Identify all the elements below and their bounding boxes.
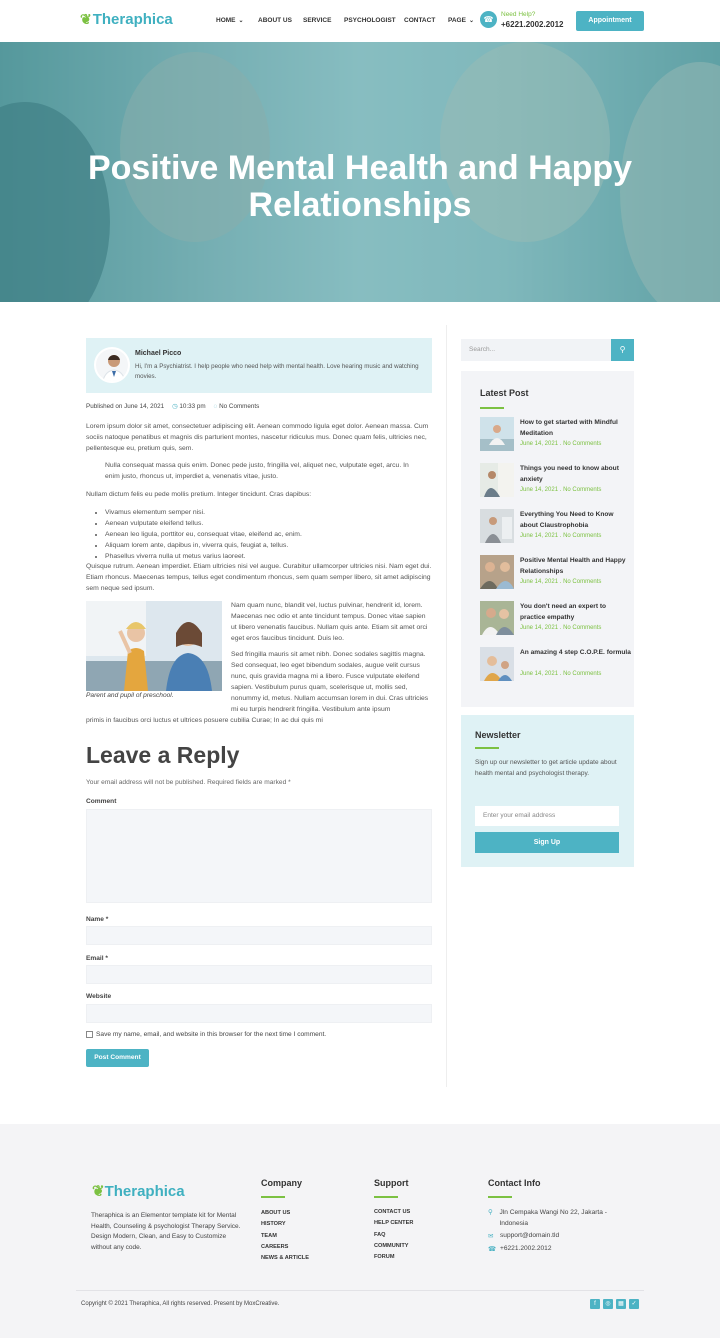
hero-title: Positive Mental Health and Happy Relationships xyxy=(87,149,633,224)
author-name[interactable]: Michael Picco xyxy=(135,350,182,357)
leaf-icon: ❦ xyxy=(92,1183,105,1200)
footer-divider xyxy=(76,1290,644,1291)
post-date: June 14, 2021 . No Comments xyxy=(520,441,602,447)
twitter-icon[interactable]: ✓ xyxy=(629,1299,639,1309)
post-title[interactable]: Things you need to know about anxiety xyxy=(520,465,619,483)
image-caption: Parent and pupil of preschool. xyxy=(86,692,174,699)
nav-service[interactable]: SERVICE xyxy=(303,17,332,24)
footer-address xyxy=(488,1208,628,1229)
footer-logo-text: Theraphica xyxy=(104,1183,185,1200)
reply-title: Leave a Reply xyxy=(86,742,240,768)
article-paragraph: Sed fringilla mauris sit amet nibh. Donec sodales sagittis magna. Sed consequat, leo eget bibendum sodales, augue velit cursus nunc, quis gravida magna mi a libero. Fusce vulputate eleifend sapien. Vestibulum purus quam, scelerisque ut, mollis sed, nonummy id, metus. Nullam accumsan lorem in dui. Cras ultricies mi eu turpis hendrerit fringilla. Vestibulum ante ipsum xyxy=(231,651,429,713)
comment-icon: ◌ xyxy=(213,403,218,410)
article-blockquote: Nulla consequat massa quis enim. Donec pede justo, fringilla vel, aliquet nec, vulputate eget, arcu. In enim justo, rhoncus ut, imperdiet a, venenatis vitae, justo. xyxy=(105,462,409,480)
nav-contact[interactable]: CONTACT xyxy=(404,17,436,24)
linkedin-icon[interactable]: ▦ xyxy=(616,1299,626,1309)
post-comment-button[interactable]: Post Comment xyxy=(86,1049,149,1067)
search-button[interactable] xyxy=(611,339,634,361)
footer-logo[interactable] xyxy=(92,1182,185,1200)
footer-link[interactable]: CAREERS xyxy=(261,1243,289,1250)
chevron-down-icon: ⌄ xyxy=(238,18,244,24)
footer-support-title: Support xyxy=(374,1178,409,1188)
post-comments-count[interactable]: No Comments xyxy=(563,579,602,585)
post-comments-count[interactable]: No Comments xyxy=(563,441,602,447)
post-date: June 14, 2021 . No Comments xyxy=(520,579,602,585)
article-list xyxy=(105,507,302,562)
list-item: • Aenean vulputate eleifend tellus. xyxy=(105,518,302,529)
list-item: • Vivamus elementum semper nisi. xyxy=(105,507,302,518)
article-paragraph: Nam quam nunc, blandit vel, luctus pulvinar, hendrerit id, lorem. Maecenas nec odio et ante tincidunt tempus. Donec vitae sapien ut libero venenatis faucibus. Nullam quis ante. Etiam sit amet orci eget eros faucibus tincidunt. Duis leo. xyxy=(231,602,428,642)
post-comments-count[interactable]: No Comments xyxy=(563,671,602,677)
name-field[interactable] xyxy=(86,926,432,945)
post-comments-count[interactable]: No Comments xyxy=(563,533,602,539)
newsletter-title: Newsletter xyxy=(475,730,521,740)
instagram-icon[interactable]: ◎ xyxy=(603,1299,613,1309)
post-title[interactable]: An amazing 4 step C.O.P.E. formula xyxy=(520,649,631,656)
footer-link[interactable]: NEWS & ARTICLE xyxy=(261,1255,309,1262)
title-underline xyxy=(261,1196,285,1198)
newsletter-widget xyxy=(461,715,634,867)
post-thumbnail xyxy=(480,509,514,543)
post-date: June 14, 2021 . No Comments xyxy=(520,671,602,677)
article-image xyxy=(86,601,222,691)
title-underline xyxy=(374,1196,398,1198)
logo-text: Theraphica xyxy=(92,11,173,28)
comment-textarea[interactable] xyxy=(86,809,432,903)
article-paragraph: primis in faucibus orci luctus et ultrices posuere cubilia Curae; In ac dui quis mi xyxy=(86,717,323,724)
nav-about[interactable]: ABOUT US xyxy=(258,17,292,24)
title-underline xyxy=(475,747,499,749)
website-label: Website xyxy=(86,993,112,1000)
signup-button[interactable]: Sign Up xyxy=(475,832,619,853)
nav-psychologist[interactable]: PSYCHOLOGIST xyxy=(344,17,396,24)
footer-company-title: Company xyxy=(261,1178,303,1188)
copyright: Copyright © 2021 Theraphica, All rights reserved. Present by MoxCreative. xyxy=(81,1301,280,1307)
hero-banner xyxy=(0,42,720,302)
site-logo[interactable] xyxy=(80,11,173,28)
post-comments-text: No Comments xyxy=(219,403,260,410)
footer-contact-title: Contact Info xyxy=(488,1178,541,1188)
post-time xyxy=(172,403,206,410)
article-paragraph: Nullam dictum felis eu pede mollis pretium. Integer tincidunt. Cras dapibus: xyxy=(86,491,312,498)
footer-email-text: support@domain.tld xyxy=(500,1232,560,1239)
footer-link[interactable]: FAQ xyxy=(374,1231,386,1238)
post-thumbnail xyxy=(480,555,514,589)
footer-phone-text: +6221.2002.2012 xyxy=(500,1245,552,1252)
footer-address-text: Jln Cempaka Wangi No 22, Jakarta - Indonesia xyxy=(499,1209,607,1227)
post-thumbnail xyxy=(480,463,514,497)
phone-icon: ☎ xyxy=(480,11,497,28)
mail-icon: ✉ xyxy=(488,1233,494,1240)
newsletter-email-input[interactable]: Enter your email address xyxy=(475,806,619,826)
email-field[interactable] xyxy=(86,965,432,984)
footer-link[interactable]: COMMUNITY xyxy=(374,1242,409,1249)
footer-link[interactable]: FORUM xyxy=(374,1254,395,1261)
article-paragraph: Lorem ipsum dolor sit amet, consectetuer adipiscing elit. Aenean commodo ligula eget dolor. Aenean massa. Cum sociis natoque penatibus et magnis dis parturient montes, nascetur ridiculus mus. Donec quam felis, ultricies nec, pellentesque eu, pretium quis, sem. xyxy=(86,423,429,452)
latest-post-item[interactable] xyxy=(480,647,630,683)
post-title[interactable]: You don't need an expert to practice empathy xyxy=(520,603,607,621)
facebook-icon[interactable]: f xyxy=(590,1299,600,1309)
footer-link[interactable]: ABOUT US xyxy=(261,1210,291,1216)
phone-icon: ☎ xyxy=(488,1246,497,1253)
post-title[interactable]: Positive Mental Health and Happy Relationships xyxy=(520,557,626,575)
post-date: June 14, 2021 . No Comments xyxy=(520,487,602,493)
post-date-text: June 14, 2021 xyxy=(520,441,559,447)
nav-page[interactable] xyxy=(448,17,474,24)
site-header xyxy=(0,0,720,42)
title-underline xyxy=(480,407,504,409)
footer-support-links xyxy=(374,1207,413,1263)
list-item: • Aliquam lorem ante, dapibus in, viverra quis, feugiat a, tellus. xyxy=(105,540,302,551)
nav-home[interactable] xyxy=(216,17,244,24)
help-label: Need Help? xyxy=(501,11,536,18)
post-title[interactable]: Everything You Need to Know about Claustrophobia xyxy=(520,511,614,529)
latest-posts-widget xyxy=(461,371,634,707)
post-date-text: June 14, 2021 xyxy=(520,625,559,631)
footer-link[interactable]: TEAM xyxy=(261,1232,277,1239)
column-divider xyxy=(446,325,447,1087)
newsletter-text: Sign up our newsletter to get article update about health mental and psychologist therapy. xyxy=(475,759,617,777)
latest-post-item[interactable] xyxy=(480,509,630,545)
post-thumbnail xyxy=(480,417,514,451)
save-info-row xyxy=(86,1031,326,1038)
appointment-button[interactable]: Appointment xyxy=(576,11,644,31)
post-thumbnail xyxy=(480,601,514,635)
post-title[interactable]: How to get started with Mindful Meditation xyxy=(520,419,618,437)
clock-icon: ◷ xyxy=(172,403,178,410)
site-footer xyxy=(0,1124,720,1338)
title-underline xyxy=(488,1196,512,1198)
post-comments-count[interactable]: No Comments xyxy=(563,487,602,493)
post-date: June 14, 2021 . No Comments xyxy=(520,625,602,631)
save-info-label: Save my name, email, and website in this browser for the next time I comment. xyxy=(96,1031,327,1038)
post-date-text: June 14, 2021 xyxy=(520,487,559,493)
list-item: • Aenean leo ligula, porttitor eu, consequat vitae, eleifend ac, enim. xyxy=(105,529,302,540)
reply-note: Your email address will not be published. Required fields are marked * xyxy=(86,779,291,786)
post-date-text: June 14, 2021 xyxy=(520,579,559,585)
leaf-icon: ❦ xyxy=(80,11,92,27)
search-icon: ⚲ xyxy=(619,345,626,354)
post-thumbnail xyxy=(480,647,514,681)
map-pin-icon: ⚲ xyxy=(488,1209,493,1216)
email-label: Email * xyxy=(86,955,108,962)
footer-about: Theraphica is an Elementor template kit for Mental Health, Counseling & psychologist Therapy Service. Design Modern, Clean, and Easy to Customize without any code. xyxy=(91,1212,241,1251)
footer-link[interactable]: HISTORY xyxy=(261,1221,286,1228)
search-input[interactable]: Search... xyxy=(461,339,611,361)
footer-email[interactable] xyxy=(488,1232,559,1240)
latest-post-item[interactable] xyxy=(480,601,630,637)
latest-post-item[interactable] xyxy=(480,463,630,499)
post-date-text: June 14, 2021 xyxy=(520,671,559,677)
post-date: June 14, 2021 . No Comments xyxy=(520,533,602,539)
latest-posts-title: Latest Post xyxy=(480,388,529,398)
footer-phone[interactable] xyxy=(488,1245,552,1253)
post-comments-count[interactable]: No Comments xyxy=(563,625,602,631)
name-label: Name * xyxy=(86,916,109,923)
avatar xyxy=(94,347,130,383)
latest-post-item[interactable] xyxy=(480,555,630,591)
help-phone[interactable]: +6221.2002.2012 xyxy=(501,20,564,29)
footer-link[interactable]: CONTACT US xyxy=(374,1209,411,1215)
list-item: • Phasellus viverra nulla ut metus varius laoreet. xyxy=(105,551,302,562)
post-meta xyxy=(86,403,259,410)
author-box xyxy=(86,338,432,393)
post-time-text: 10:33 pm xyxy=(179,403,206,410)
chevron-down-icon: ⌄ xyxy=(468,18,474,24)
footer-link[interactable]: HELP CENTER xyxy=(374,1220,414,1227)
article-paragraph: Quisque rutrum. Aenean imperdiet. Etiam ultricies nisi vel augue. Curabitur ullamcorper ultricies nisi. Nam eget dui. Etiam rhoncus. Maecenas tempus, tellus eget condimentum rhoncus, sem quam semper libero, sit amet adipiscing sem neque sed ipsum. xyxy=(86,563,432,592)
website-field[interactable] xyxy=(86,1004,432,1023)
latest-post-item[interactable] xyxy=(480,417,630,453)
nav-page-label: PAGE xyxy=(448,17,466,24)
comment-label: Comment xyxy=(86,798,117,805)
save-info-checkbox[interactable] xyxy=(86,1031,93,1038)
post-comments[interactable] xyxy=(214,403,260,410)
post-date-text: June 14, 2021 xyxy=(520,533,559,539)
nav-home-label: HOME xyxy=(216,17,236,24)
author-bio: Hi, I'm a Psychiatrist. I help people who need help with mental health. Love hearing music and watching movies. xyxy=(135,363,419,380)
publish-date: Published on June 14, 2021 xyxy=(86,403,165,410)
footer-company-links xyxy=(261,1208,309,1264)
